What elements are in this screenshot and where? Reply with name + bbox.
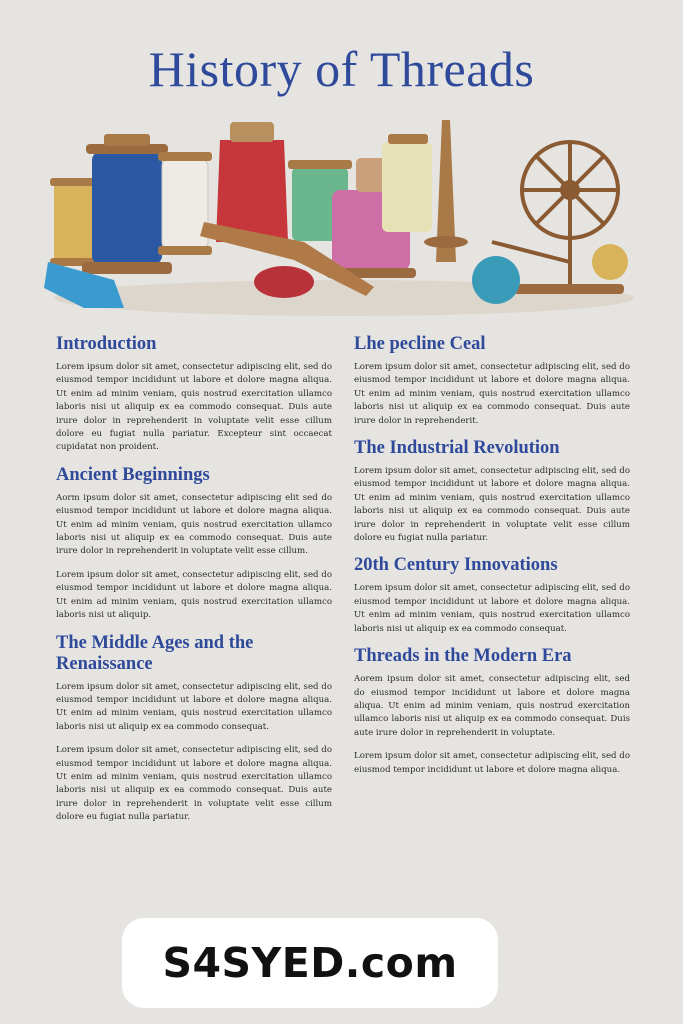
section-heading: Ancient Beginnings: [56, 464, 210, 485]
paragraph: Aorem ipsum dolor sit amet, consectetur adipiscing elit, sed do eiusmod tempor incididunt ut labore et dolore magna aliqua. Ut enim ad minim veniam, quis nostrud exercitation ullamco laboris nisi ut aliquip ex ea commodo consequat. Duis aute irure dolor in reprehenderit in voluptate.: [354, 674, 630, 738]
section-20th-century: [354, 555, 630, 636]
section-heading: The Middle Ages and the Renaissance: [56, 632, 254, 674]
paragraph: Lorem ipsum dolor sit amet, consectetur adipiscing elit, sed do eiusmod tempor incididunt ut labore et dolore magna aliqua. Ut enim ad minim veniam, quis nostrud exercitation ullamco laboris nisi ut aliquip.: [56, 569, 332, 621]
paragraph: Lorem ipsum dolor sit amet, consectetur adipiscing elit, sed do eiusmod tempor incididunt ut labore et dolore magna aliqua. Ut enim ad minim veniam, quis nostrud exercitation ullamco laboris nisi ut aliquip ex ea commodo consequat.: [354, 583, 630, 634]
paragraph: Lorem ipsum dolor sit amet, consectetur adipiscing elit, sed do eiusmod tempor incididunt ut labore et dolore magna aliqua. Ut enim ad minim veniam, quis nostrud exercitation ullamco laboris nisi ut aliquip ex ea commodo consequat. Duis aute irure dolor in reprehenderit in voluptate velit esse cillum dolore eu fugiat nulla pariatur. Excepteur sint occaecat cupidatat non proident.: [56, 362, 332, 453]
brand-text: S4SYED.com: [162, 939, 458, 987]
paragraph: Lorem ipsum dolor sit amet, consectetur adipiscing elit, sed do eiusmod tempor incididunt ut labore et dolore magna aliqua. Ut enim ad minim veniam, quis nostrud exercitation ullamco laboris nisi ut aliquip ex ea commodo consequat. Duis aute irure dolor in reprehenderit in voluptate velit esse cillum dolore eu fugiat nulla pariatur.: [354, 466, 630, 544]
section-modern-era: [354, 646, 630, 777]
paragraph: Lorem ipsum dolor sit amet, consectetur adipiscing elit, sed do eiusmod tempor incididunt ut labore et dolore magna aliqua. Ut enim ad minim veniam, quis nostrud exercitation ullamco laboris nisi ut aliquip ex ea commodo consequat.: [56, 681, 332, 732]
red-spool-icon: [216, 122, 288, 242]
teal-yarn-ball-icon: [472, 256, 520, 304]
paragraph: Aorm ipsum dolor sit amet, consectetur adipiscing elit sed do eiusmod tempor incididunt ut labore et dolore magna aliqua. Ut enim ad minim veniam, quis nostrud exercitation ullamco laboris nisi ut aliquip ex ea commodo consequat. Duis aute irure dolor in reprehenderit in voluptate velit esse cillum.: [56, 492, 332, 557]
section-ancient-beginnings: [56, 465, 332, 623]
section-middle-ages: [56, 633, 332, 825]
brand-banner: [122, 918, 498, 1008]
section-heading: Threads in the Modern Era: [354, 646, 572, 667]
section-industrial-revolution: [354, 438, 630, 545]
white-spool-icon: [158, 152, 212, 255]
left-column: [56, 334, 332, 835]
section-1: [354, 334, 630, 428]
section-heading: 20th Century Innovations: [354, 555, 558, 576]
hero-illustration: [44, 112, 644, 322]
section-heading: The Industrial Revolution: [354, 438, 560, 459]
paragraph: Lorem ipsum dolor sit amet, consectetur adipiscing elit, sed do eiusmod tempor incididunt ut labore et dolore magna aliqua. Ut enim ad minim veniam, quis nostrud exercitation ullamco laboris nisi ut aliquip ex ea commodo consequat. Duis aute irure dolor in reprehenderit.: [354, 362, 630, 426]
red-thread-ball-icon: [254, 266, 314, 298]
paragraph: Lorem ipsum dolor sit amet, consectetur adipiscing elit, sed do eiusmod tempor incididunt ut labore et dolore magna aliqua.: [354, 751, 630, 775]
section-heading: Lhe pecline Ceal: [354, 334, 486, 354]
right-column: [354, 334, 630, 787]
cream-spool-icon: [382, 134, 432, 232]
yellow-yarn-ball-icon: [592, 244, 628, 280]
page-title: History of Threads: [148, 41, 535, 97]
yellow-spool-icon: [50, 178, 98, 266]
section-introduction: [56, 334, 332, 455]
paragraph: Lorem ipsum dolor sit amet, consectetur adipiscing elit, sed do eiusmod tempor incididunt ut labore et dolore magna aliqua. Ut enim ad minim veniam, quis nostrud exercitation ullamco laboris nisi ut aliquip ex ea commodo consequat. Duis aute irure dolor in reprehenderit in voluptate velit esse cillum dolore eu fugiat nulla pariatur.: [56, 745, 332, 823]
section-heading: Introduction: [56, 334, 157, 354]
